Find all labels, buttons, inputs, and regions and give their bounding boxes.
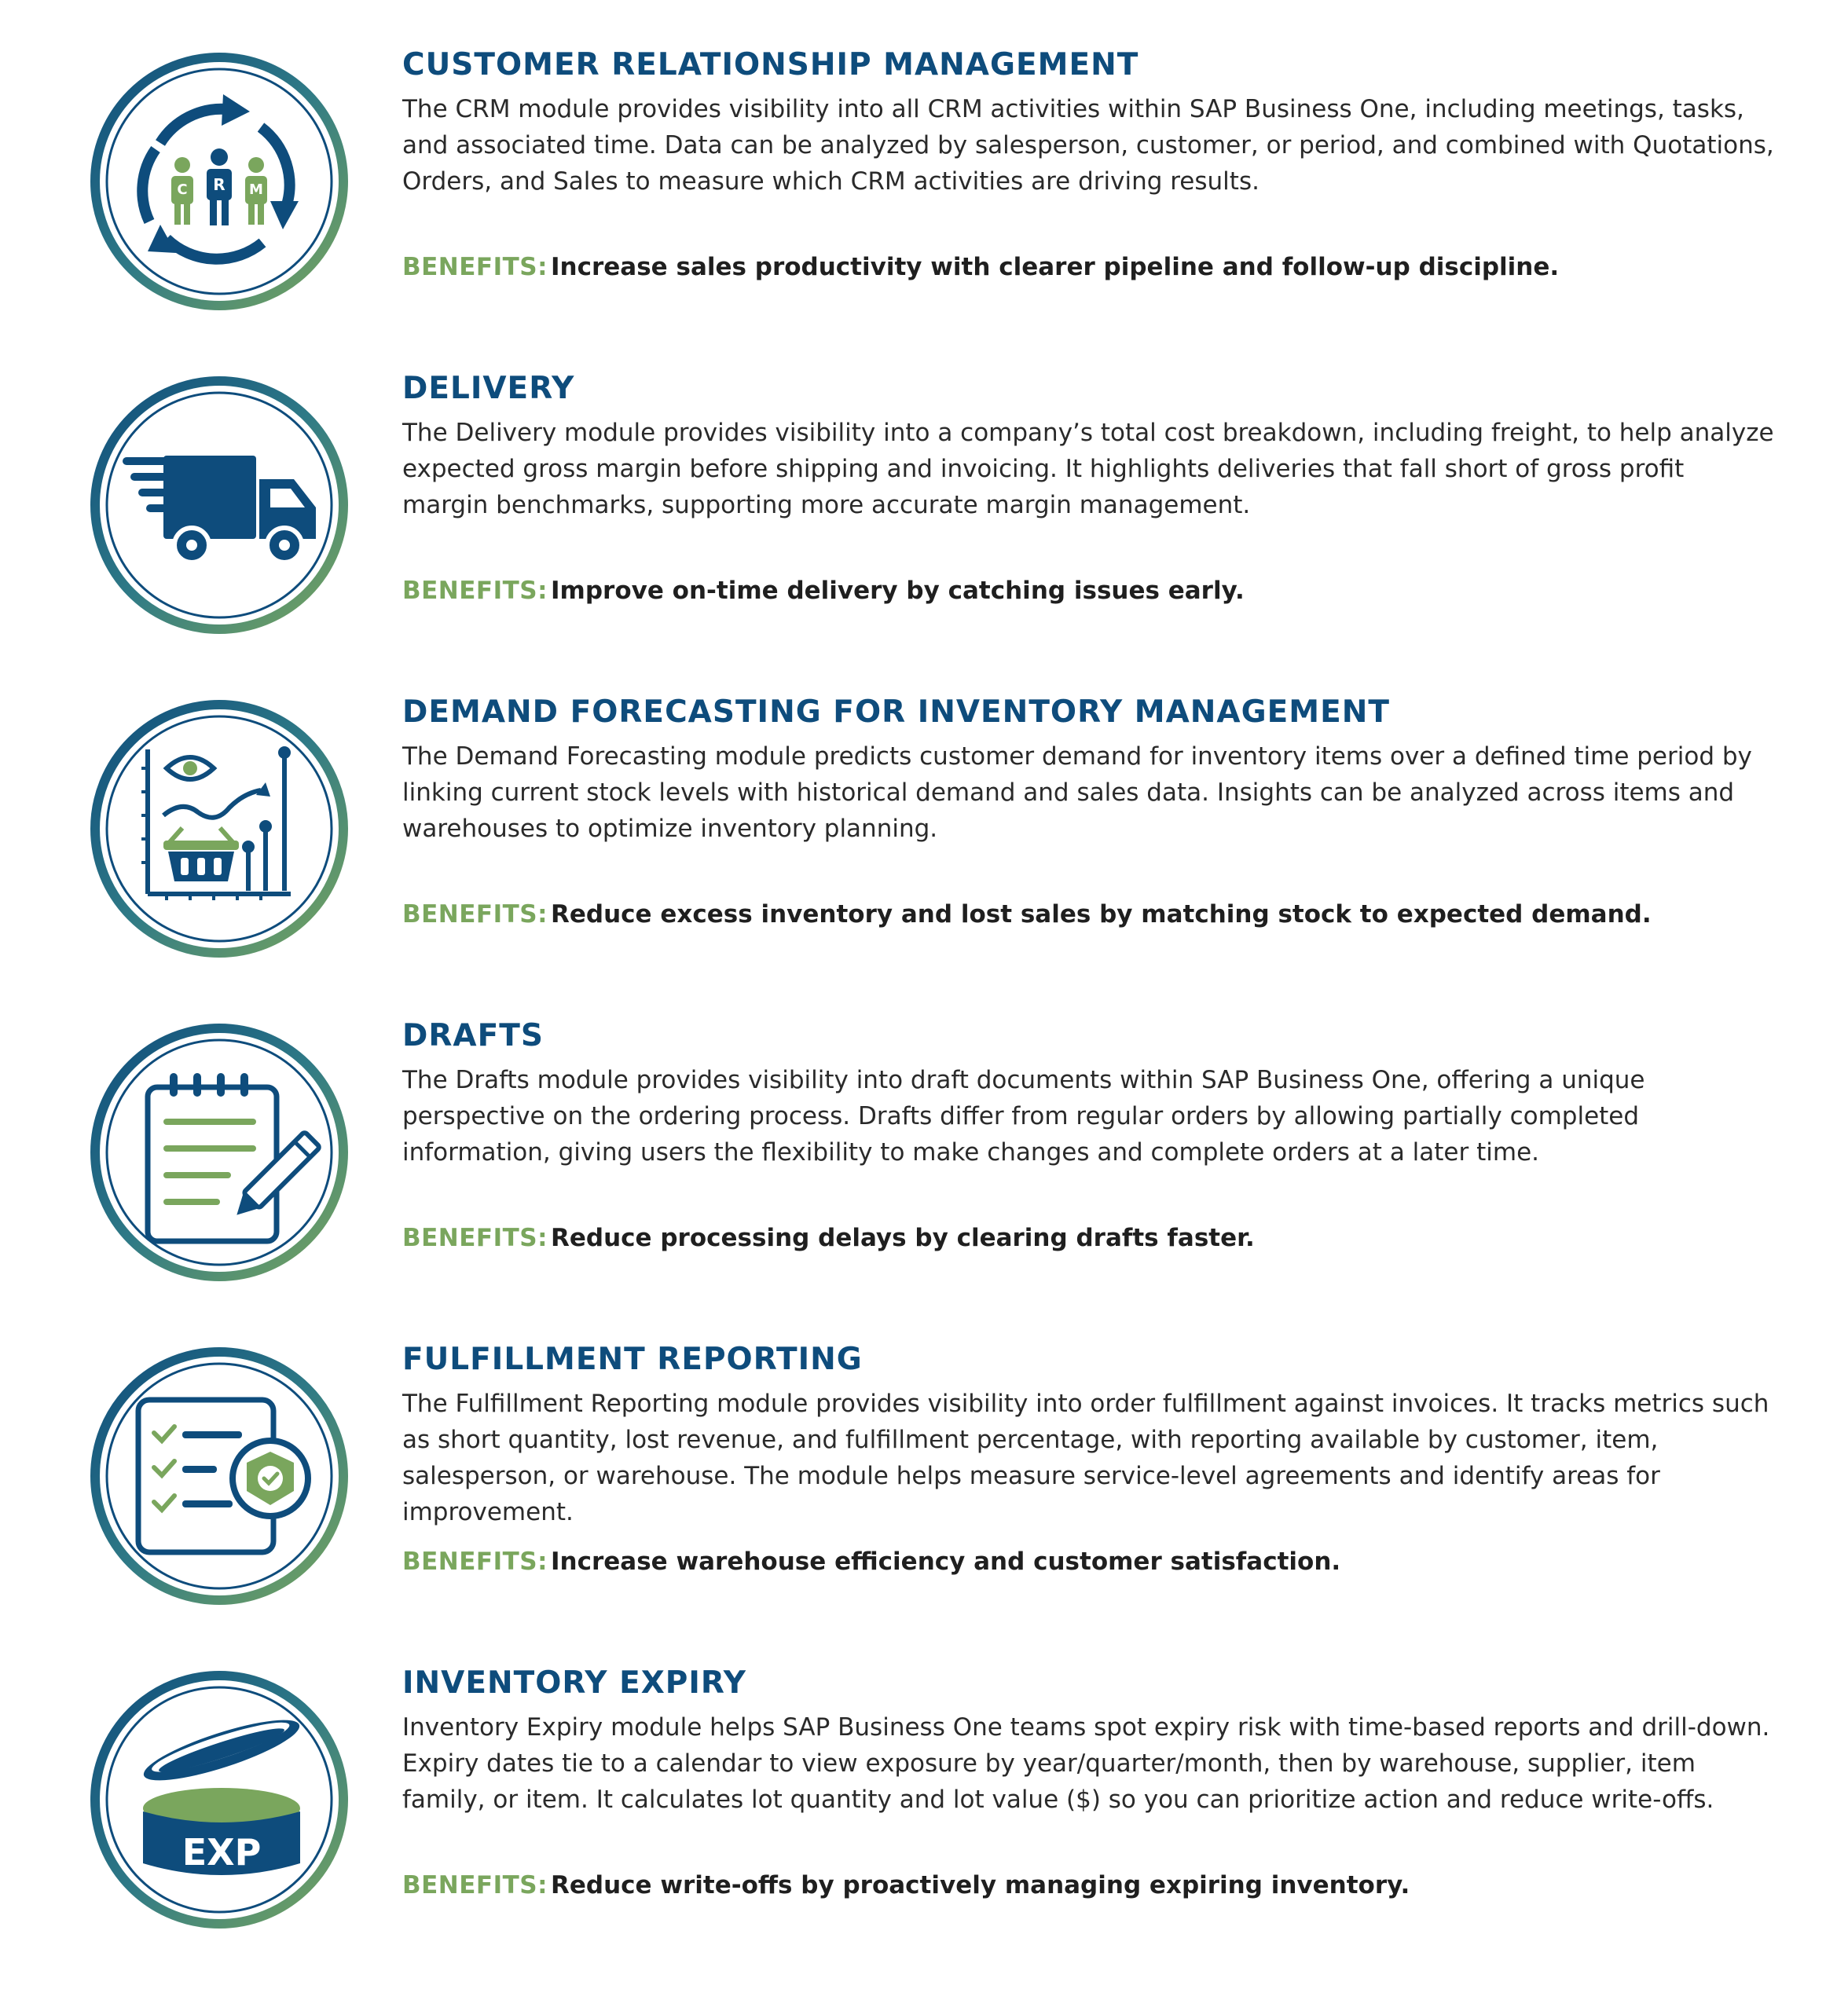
benefits-text: Reduce write-offs by proactively managing expiring inventory. (551, 1871, 1410, 1899)
module-description: The Fulfillment Reporting module provides visibility into order fulfillment against invoices. It tracks metrics such as short quantity, lost revenue, and fulfillment percentage, with reporting available by customer, item, salesperson, or warehouse. The module helps measure service-level agreements and identify areas for improvement. (402, 1390, 1769, 1526)
crm-letter-r: R (213, 175, 226, 194)
module-description: Inventory Expiry module helps SAP Business One teams spot expiry risk with time-based reports and drill-down. Expiry dates tie to a calendar to view exposure by year/quarter/month, then by warehouse, supplier, item family, or item. It calculates lot quantity and lot value ($) so you can prioritize action and reduce write-offs. (402, 1713, 1770, 1814)
benefits-label: BENEFITS: (402, 253, 548, 281)
crm-letter-m: M (249, 181, 263, 198)
module-drafts (0, 971, 1848, 1295)
module-inventory-expiry (0, 1618, 1848, 1942)
module-description: The CRM module provides visibility into all CRM activities within SAP Business One, including meetings, tasks, and associated time. Data can be analyzed by salesperson, customer, or period, and combined with Quotations, Orders, and Sales to measure which CRM activities are driving results. (402, 95, 1774, 196)
module-benefits (402, 1868, 1410, 1903)
crm-letter-c: C (177, 181, 188, 198)
benefits-label: BENEFITS: (402, 577, 548, 605)
exp-label: EXP (182, 1831, 262, 1874)
module-title: DELIVERY (402, 371, 575, 406)
module-delivery (0, 324, 1848, 647)
module-title: INVENTORY EXPIRY (402, 1665, 747, 1701)
module-title: DEMAND FORECASTING FOR INVENTORY MANAGEMENT (402, 694, 1390, 730)
benefits-text: Increase warehouse efficiency and customer satisfaction. (551, 1548, 1341, 1576)
module-title: FULFILLMENT REPORTING (402, 1342, 863, 1377)
module-benefits (402, 573, 1245, 608)
benefits-text: Reduce excess inventory and lost sales by matching stock to expected demand. (551, 900, 1652, 929)
module-benefits (402, 250, 1559, 284)
module-title: CUSTOMER RELATIONSHIP MANAGEMENT (402, 47, 1139, 82)
module-fulfillment-reporting (0, 1295, 1848, 1618)
module-title: DRAFTS (402, 1018, 544, 1053)
forecast-chart-basket-icon (88, 698, 350, 960)
benefits-text: Reduce processing delays by clearing drafts faster. (551, 1224, 1255, 1252)
benefits-text: Improve on-time delivery by catching issues early. (551, 577, 1245, 605)
expiry-can-icon (88, 1669, 350, 1931)
crm-people-cycle-icon (88, 50, 350, 313)
benefits-label: BENEFITS: (402, 1224, 548, 1252)
module-benefits (402, 1221, 1255, 1255)
module-benefits (402, 1544, 1340, 1579)
module-description: The Delivery module provides visibility into a company’s total cost breakdown, including freight, to help analyze expected gross margin before shipping and invoicing. It highlights deliveries that fall short of gross profit margin benchmarks, supporting more accurate margin management. (402, 419, 1774, 519)
benefits-text: Increase sales productivity with clearer pipeline and follow-up discipline. (551, 253, 1560, 281)
module-description: The Drafts module provides visibility into draft documents within SAP Business One, offering a unique perspective on the ordering process. Drafts differ from regular orders by allowing partially completed information, giving users the flexibility to make changes and complete orders at a later time. (402, 1066, 1645, 1167)
benefits-label: BENEFITS: (402, 1548, 548, 1576)
benefits-label: BENEFITS: (402, 1871, 548, 1899)
module-benefits (402, 897, 1652, 932)
module-demand-forecasting (0, 647, 1848, 971)
benefits-label: BENEFITS: (402, 900, 548, 929)
notepad-pencil-icon (88, 1021, 350, 1284)
checklist-badge-icon (88, 1345, 350, 1607)
module-crm (0, 0, 1848, 324)
module-description: The Demand Forecasting module predicts customer demand for inventory items over a defined time period by linking current stock levels with historical demand and sales data. Insights can be analyzed across items and warehouses to optimize inventory planning. (402, 742, 1752, 843)
delivery-truck-icon (88, 374, 350, 636)
